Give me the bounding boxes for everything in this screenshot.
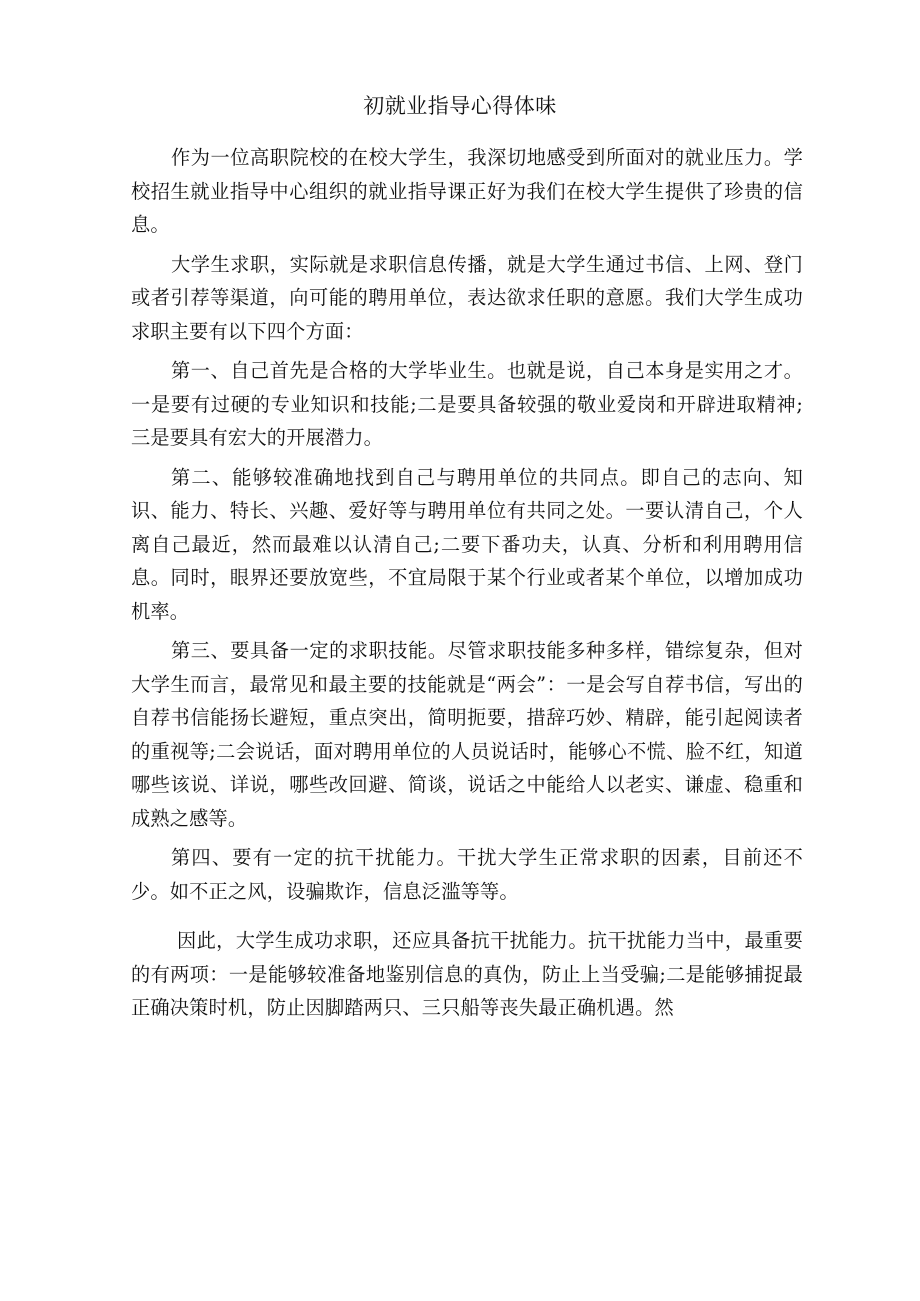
paragraph-point-three: 第三、要具备一定的求职技能。尽管求职技能多种多样，错综复杂，但对大学生而言，最常见和最主要的技能就是“两会”：一是会写自荐书信，写出的自荐书信能扬长避短，重点突出，简明扼要，措辞巧妙、精辟，能引起阅读者的重视等;二会说话，面对聘用单位的人员说话时，能够心不慌、脸不红，知道哪些该说、详说，哪些改回避、简谈，说话之中能给人以老实、谦虚、稳重和成熟之感等。 bbox=[131, 639, 803, 830]
paragraph-conclusion: 因此，大学生成功求职，还应具备抗干扰能力。抗干扰能力当中，最重要的有两项：一是能够较准备地鉴别信息的真伪，防止上当受骗;二是能够捕捉最正确决策时机，防止因脚踏两只、三只船等丧失最正确机遇。然 bbox=[131, 929, 803, 1019]
document-title: 初就业指导心得体味 bbox=[363, 94, 557, 118]
paragraph-job-seeking: 大学生求职，实际就是求职信息传播，就是大学生通过书信、上网、登门或者引荐等渠道，向可能的聘用单位，表达欲求任职的意愿。我们大学生成功求职主要有以下四个方面： bbox=[131, 252, 803, 343]
paragraph-point-four: 第四、要有一定的抗干扰能力。干扰大学生正常求职的因素，目前还不少。如不正之风，设骗欺诈，信息泛滥等等。 bbox=[131, 846, 803, 903]
document-body bbox=[131, 141, 803, 1031]
paragraph-point-two: 第二、能够较准确地找到自己与聘用单位的共同点。即自己的志向、知识、能力、特长、兴趣、爱好等与聘用单位有共同之处。一要认清自己，个人离自己最近，然而最难以认清自己;二要下番功夫，认真、分析和利用聘用信息。同时，眼界还要放宽些，不宜局限于某个行业或者某个单位，以增加成功机率。 bbox=[131, 465, 803, 623]
paragraph-point-one: 第一、自己首先是合格的大学毕业生。也就是说，自己本身是实用之才。一是要有过硬的专业知识和技能;二是要具备较强的敬业爱岗和开辟进取精神;三是要具有宏大的开展潜力。 bbox=[131, 359, 803, 449]
paragraph-intro: 作为一位高职院校的在校大学生，我深切地感受到所面对的就业压力。学校招生就业指导中心组织的就业指导课正好为我们在校大学生提供了珍贵的信息。 bbox=[131, 146, 803, 236]
